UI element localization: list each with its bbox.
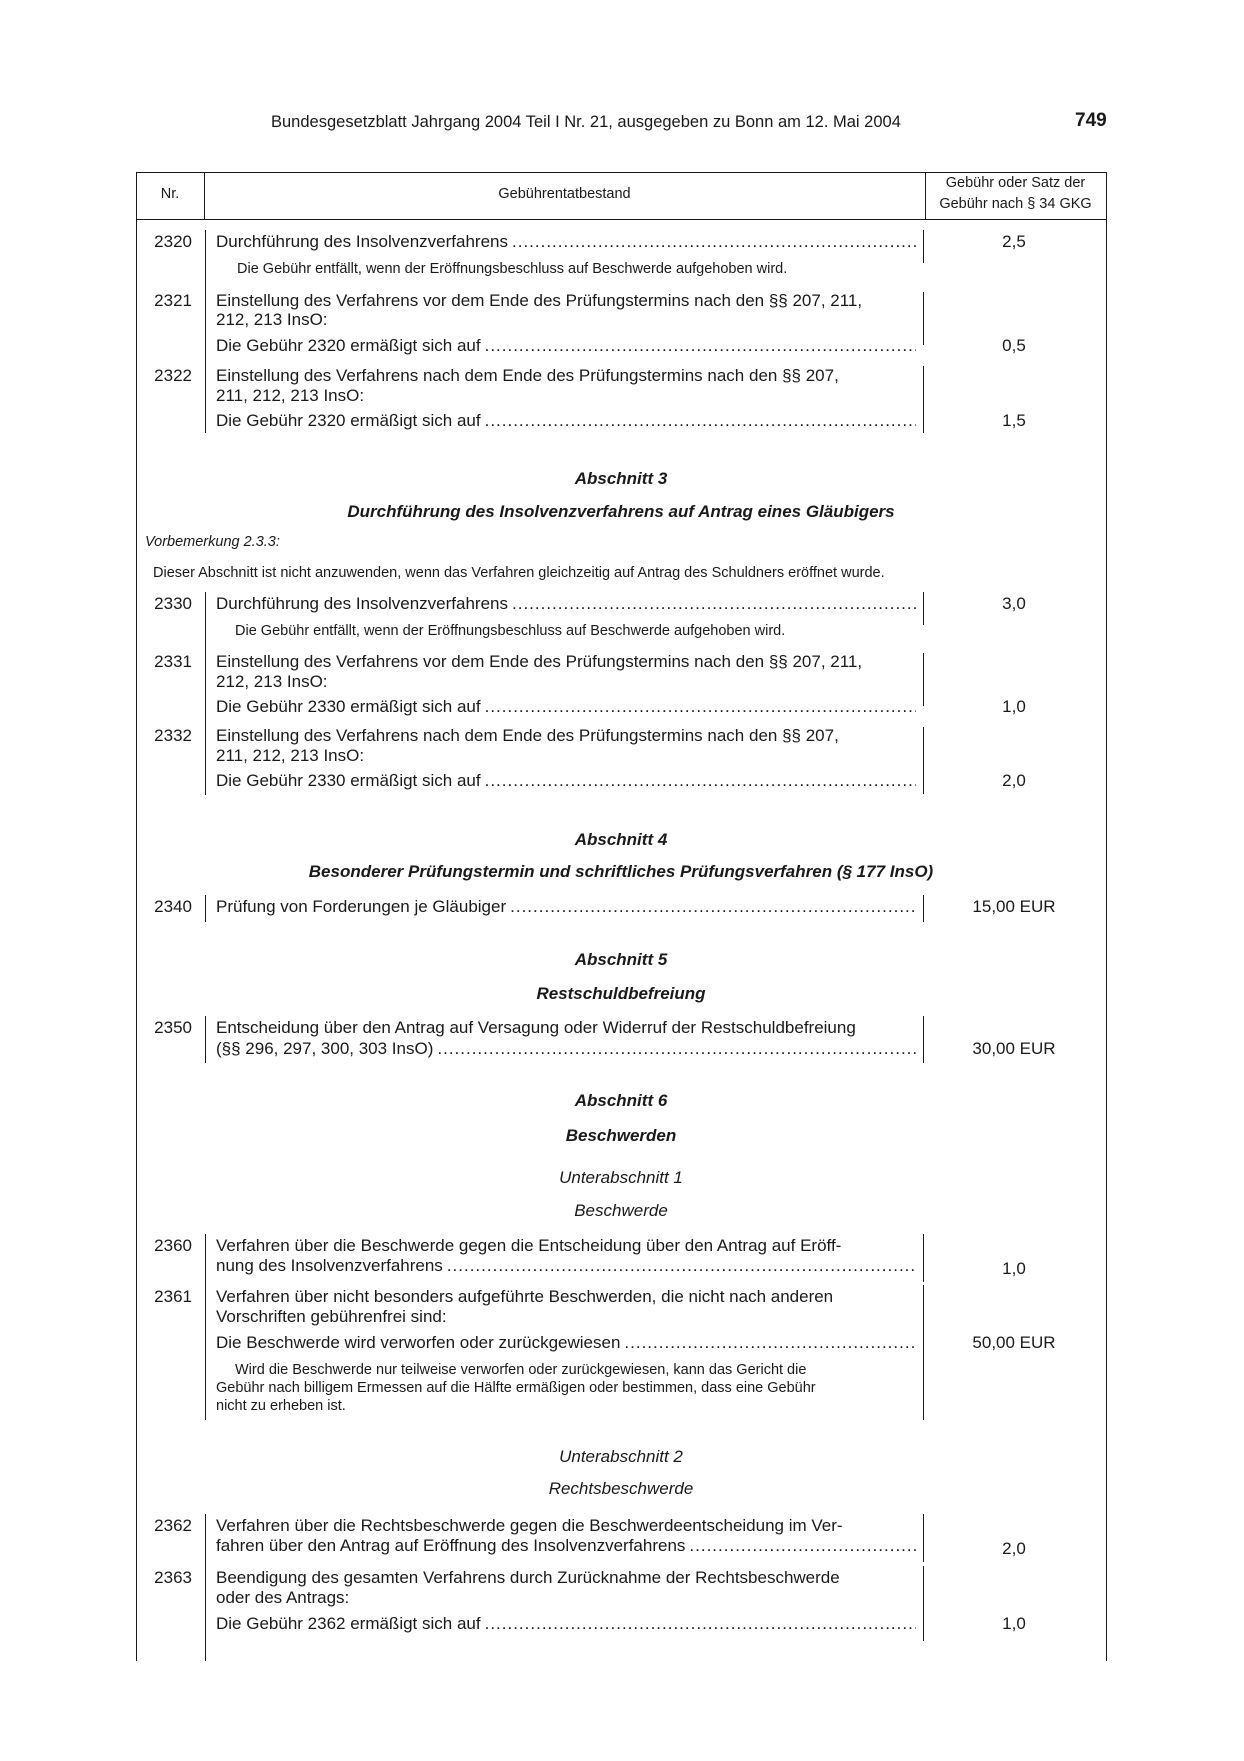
subsection-label: Unterabschnitt 2 [559, 1447, 683, 1466]
section-label: Abschnitt 6 [574, 1091, 668, 1110]
table-row-line2: 212, 213 InsO: [216, 672, 328, 691]
section-title: Besonderer Prüfungstermin und schriftliches Prüfungsverfahren (§ 177 InsO) [308, 862, 934, 881]
table-row-line1: Verfahren über die Beschwerde gegen die Entscheidung über den Antrag auf Eröff- [216, 1236, 842, 1255]
table-row-nr: 2362 [154, 1516, 192, 1535]
table-row-text: nung des Insolvenzverfahrens ..... [216, 1256, 916, 1276]
table-row-value: 15,00 EUR [972, 897, 1056, 916]
row-note: Wird die Beschwerde nur teilweise verworfen oder zurückgewiesen, kann das Gericht die [235, 1362, 807, 1378]
table-row-text: Durchführung des Insolvenzverfahrens ..... [216, 232, 916, 252]
table-row-text: Die Gebühr 2320 ermäßigt sich auf ..... [216, 336, 916, 356]
table-row-nr: 2322 [154, 366, 192, 385]
section-label: Abschnitt 5 [574, 950, 668, 969]
page-number: 749 [1075, 110, 1107, 131]
table-row-nr: 2361 [154, 1287, 192, 1306]
table-row-text: Durchführung des Insolvenzverfahrens ..... [216, 594, 916, 614]
section-title: Durchführung des Insolvenzverfahrens auf Antrag eines Gläubigers [347, 502, 895, 521]
table-row-text: fahren über den Antrag auf Eröffnung des Insolvenzverfahrens ..... [216, 1536, 916, 1556]
section-title: Beschwerden [565, 1126, 677, 1145]
table-row-value: 1,0 [1002, 697, 1026, 716]
table-row-text: Prüfung von Forderungen je Gläubiger ..... [216, 897, 916, 917]
column-header-tatbestand: Gebührentatbestand [498, 186, 631, 202]
table-row-text: Die Gebühr 2330 ermäßigt sich auf ..... [216, 771, 916, 791]
table-row-line1: Einstellung des Verfahrens vor dem Ende des Prüfungstermins nach den §§ 207, 211, [216, 291, 863, 310]
vorbemerkung-text: Dieser Abschnitt ist nicht anzuwenden, wenn das Verfahren gleichzeitig auf Antrag des Schuldners eröffnet wurde. [153, 565, 885, 581]
table-row-line2: 211, 212, 213 InsO: [216, 746, 365, 765]
page-header-title: Bundesgesetzblatt Jahrgang 2004 Teil I Nr. 21, ausgegeben zu Bonn am 12. Mai 2004 [271, 113, 901, 131]
table-row-line1: Einstellung des Verfahrens nach dem Ende des Prüfungstermins nach den §§ 207, [216, 366, 839, 385]
subsection-title: Rechtsbeschwerde [548, 1479, 694, 1498]
table-row-value: 1,0 [1002, 1259, 1026, 1278]
column-header-nr: Nr. [160, 186, 180, 202]
table-row-value: 3,0 [1002, 594, 1026, 613]
table-row-nr: 2332 [154, 726, 192, 745]
table-row-text: Die Gebühr 2320 ermäßigt sich auf ..... [216, 411, 916, 431]
table-row-text: Die Beschwerde wird verworfen oder zurückgewiesen ..... [216, 1333, 916, 1353]
row-note: Die Gebühr entfällt, wenn der Eröffnungsbeschluss auf Beschwerde aufgehoben wird. [237, 261, 788, 277]
row-note: nicht zu erheben ist. [216, 1398, 346, 1414]
table-row-line1: Einstellung des Verfahrens nach dem Ende des Prüfungstermins nach den §§ 207, [216, 726, 839, 745]
table-row-line1: Entscheidung über den Antrag auf Versagung oder Widerruf der Restschuldbefreiung [216, 1018, 856, 1037]
table-row-line2: oder des Antrags: [216, 1588, 350, 1607]
table-row-nr: 2363 [154, 1568, 192, 1587]
table-row-nr: 2360 [154, 1236, 192, 1255]
subsection-label: Unterabschnitt 1 [559, 1168, 683, 1187]
table-row-line1: Einstellung des Verfahrens vor dem Ende des Prüfungstermins nach den §§ 207, 211, [216, 652, 863, 671]
table-row-line1: Verfahren über nicht besonders aufgeführte Beschwerden, die nicht nach anderen [216, 1287, 834, 1306]
table-row-text: Die Gebühr 2330 ermäßigt sich auf ..... [216, 697, 916, 717]
section-label: Abschnitt 4 [574, 830, 668, 849]
table-row-line1: Verfahren über die Rechtsbeschwerde gegen die Beschwerdeentscheidung im Ver- [216, 1516, 843, 1535]
table-row-nr: 2321 [154, 291, 192, 310]
column-header-gebuehr-line2: Gebühr nach § 34 GKG [939, 196, 1092, 212]
table-row-line2: Vorschriften gebührenfrei sind: [216, 1307, 447, 1326]
table-row-line1: Beendigung des gesamten Verfahrens durch Zurücknahme der Rechtsbeschwerde [216, 1568, 840, 1587]
subsection-title: Beschwerde [574, 1201, 668, 1220]
vorbemerkung-label: Vorbemerkung 2.3.3: [145, 534, 280, 550]
row-note: Die Gebühr entfällt, wenn der Eröffnungsbeschluss auf Beschwerde aufgehoben wird. [235, 623, 786, 639]
table-row-line2: 212, 213 InsO: [216, 310, 328, 329]
table-row-nr: 2340 [154, 897, 192, 916]
section-title: Restschuldbefreiung [536, 984, 706, 1003]
table-row-value: 1,0 [1002, 1614, 1026, 1633]
table-row-nr: 2330 [154, 594, 192, 613]
table-row-value: 1,5 [1002, 411, 1026, 430]
table-row-text: (§§ 296, 297, 300, 303 InsO) ..... [216, 1039, 916, 1059]
table-row-nr: 2320 [154, 232, 192, 251]
table-row-value: 0,5 [1002, 336, 1026, 355]
column-header-gebuehr-line1: Gebühr oder Satz der [945, 175, 1086, 191]
table-row-line2: 211, 212, 213 InsO: [216, 386, 365, 405]
table-row-nr: 2331 [154, 652, 192, 671]
table-row-value: 2,5 [1002, 232, 1026, 251]
row-note: Gebühr nach billigem Ermessen auf die Hälfte ermäßigen oder bestimmen, dass eine Gebühr [216, 1380, 816, 1396]
table-row-text: Die Gebühr 2362 ermäßigt sich auf ..... [216, 1614, 916, 1634]
section-label: Abschnitt 3 [574, 469, 668, 488]
table-row-value: 30,00 EUR [972, 1039, 1056, 1058]
table-row-value: 2,0 [1002, 1539, 1026, 1558]
table-row-nr: 2350 [154, 1018, 192, 1037]
table-row-value: 50,00 EUR [972, 1333, 1056, 1352]
table-row-value: 2,0 [1002, 771, 1026, 790]
